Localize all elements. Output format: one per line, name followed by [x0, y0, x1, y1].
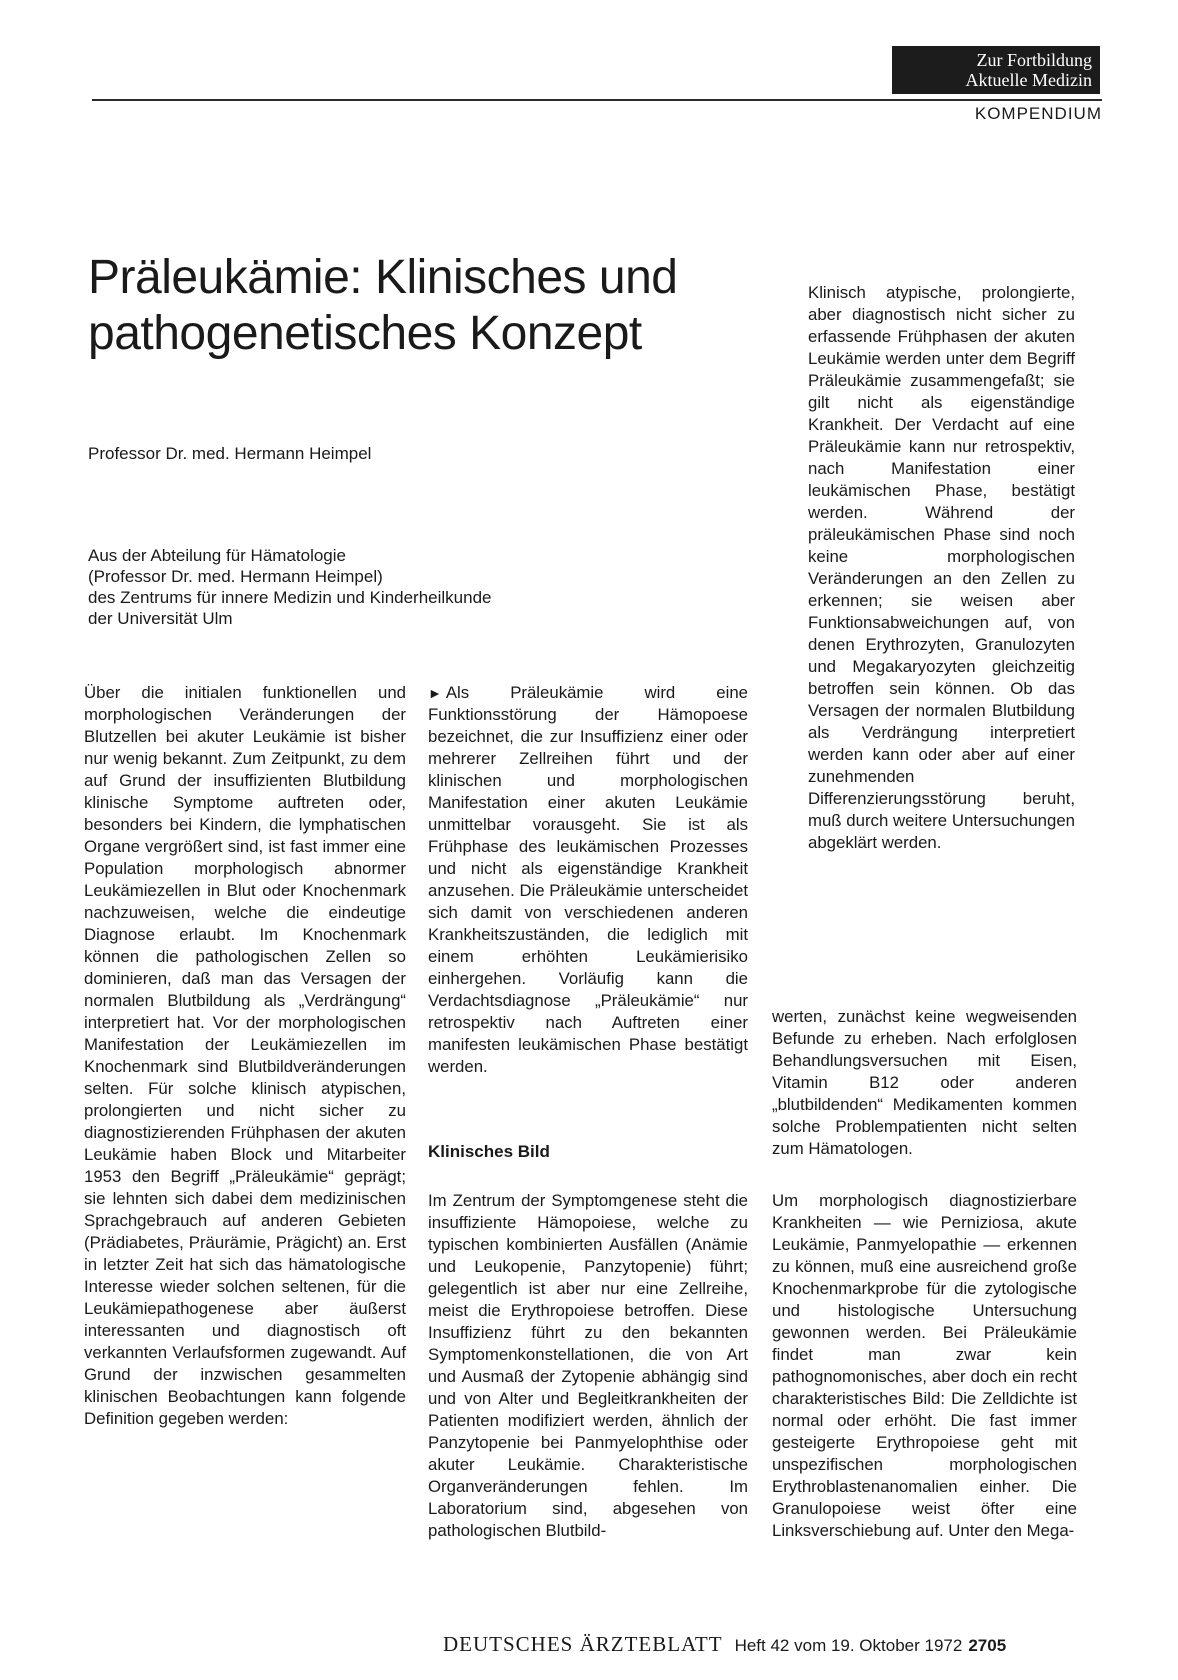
affiliation-block [88, 545, 492, 629]
intro-paragraph: Über die initialen funktionellen und morphologischen Veränderungen der Blutzellen bei akuter Leukämie ist bisher nur wenig bekannt. Zum Zeitpunkt, zu dem auf Grund der insuffizienten Blutbildung klinische Symptome auftreten oder, besonders bei Kindern, die lymphatischen Organe vergrößert sind, ist fast immer eine Population morphologisch abnormer Leukämiezellen in Blut oder Knochenmark nachzuweisen, welche die eindeutige Diagnose erlaubt. Im Knochenmark können die pathologischen Zellen so dominieren, daß man das Versagen der normalen Blutbildung als „Verdrängung“ interpretiert hat. Vor der morphologischen Manifestation der Leukämiezellen im Knochenmark sind Blutbildveränderungen selten. Für solche klinisch atypischen, prolongierten und nicht sicher zu diagnostizierenden Frühphasen der akuten Leukämie haben Block und Mitarbeiter 1953 den Begriff „Präleukämie“ geprägt; sie lehnten sich dabei dem medizinischen Sprachgebrauch auf anderen Gebieten (Prädiabetes, Präurämie, Prägicht) an. Erst in letzter Zeit hat sich das hämatologische Interesse wieder solchen seltenen, für die Leukämiepathogenese aber äußerst interessanten und diagnostisch oft verkannten Verlaufsformen zugewandt. Auf Grund der inzwischen gesammelten klinischen Beobachtungen kann folgende Definition gegeben werden: [84, 683, 406, 1428]
definition-paragraph [428, 682, 748, 1078]
section-heading: Klinisches Bild [428, 1142, 550, 1161]
clinical-column [428, 1190, 748, 1542]
issue-info: Heft 42 vom 19. Oktober 1972 [734, 1636, 963, 1655]
badge-line-1: Zur Fortbildung [976, 50, 1092, 70]
definition-text: Als Präleukämie wird eine Funktionsstörung der Hämopoese bezeichnet, die zur Insuffizienz einer oder mehrerer Zellreihen führt und der klinischen und morphologischen Manifestation einer akuten Leukämie unmittelbar vorausgeht. Sie ist als Frühphase des leukämischen Prozesses und nicht als eigenständige Krankheit anzusehen. Die Präleukämie unterscheidet sich damit von verschiedenen anderen Krankheitszuständen, die lediglich mit einem erhöhten Leukämierisiko einhergehen. Vorläufig kann die Verdachtsdiagnose „Präleukämie“ nur retrospektiv nach Auftreten einer manifesten leukämischen Phase bestätigt werden. [428, 683, 748, 1076]
summary-box [808, 282, 1075, 854]
page-footer [443, 1632, 1006, 1657]
journal-name: DEUTSCHES ÄRZTEBLATT [443, 1632, 723, 1656]
section-badge [892, 46, 1100, 94]
affiliation-line: der Universität Ulm [88, 609, 233, 628]
title-line-2: pathogenetisches Konzept [88, 307, 642, 360]
affiliation-line: Aus der Abteilung für Hämatologie [88, 546, 346, 565]
diagnosis-column [772, 1190, 1077, 1542]
author-line: Professor Dr. med. Hermann Heimpel [88, 444, 372, 463]
continuation-paragraph: werten, zunächst keine wegweisenden Befunde zu erheben. Nach erfolglosen Behandlungsversuchen mit Eisen, Vitamin B12 oder anderen „blutbildenden“ Medikamenten kommen solche Problempatienten nicht selten zum Hämatologen. [772, 1007, 1077, 1158]
continuation-column [772, 1006, 1077, 1160]
intro-column [84, 682, 406, 1430]
title-line-1: Präleukämie: Klinisches und [88, 251, 678, 304]
summary-paragraph: Klinisch atypische, prolongierte, aber diagnostisch nicht sicher zu erfassende Frühphasen der akuten Leukämie werden unter dem Begriff Präleukämie zusammengefaßt; sie gilt nicht als eigenständige Krankheit. Der Verdacht auf eine Präleukämie kann nur retrospektiv, nach Manifestation einer leukämischen Phase, bestätigt werden. Während der präleukämischen Phase sind noch keine morphologischen Veränderungen an den Zellen zu erkennen; sie weisen aber Funktionsabweichungen auf, von denen Erythrozyten, Granulozyten und Megakaryozyten gleichzeitig betroffen sein können. Ob das Versagen der normalen Blutbildung als Verdrängung interpretiert werden kann oder aber auf einer zunehmenden Differenzierungsstörung beruht, muß durch weitere Untersuchungen abgeklärt werden. [808, 283, 1075, 852]
article-title [88, 250, 728, 362]
header-rule [92, 99, 1102, 101]
badge-line-2: Aktuelle Medizin [965, 70, 1092, 90]
affiliation-line: des Zentrums für innere Medizin und Kinderheilkunde [88, 588, 492, 607]
section-label: KOMPENDIUM [974, 104, 1102, 123]
diagnosis-paragraph: Um morphologisch diagnostizierbare Krankheiten — wie Perniziosa, akute Leukämie, Panmyelopathie — erkennen zu können, muß eine ausreichend große Knochenmarkprobe für die zytologische und histologische Untersuchung gewonnen werden. Bei Präleukämie findet man zwar kein pathognomonisches, aber doch ein recht charakteristisches Bild: Die Zelldichte ist normal oder erhöht. Die fast immer gesteigerte Erythropoiese geht mit unspezifischen morphologischen Erythroblastenanomalien einher. Die Granulopoiese weist öfter eine Linksverschiebung auf. Unter den Mega- [772, 1191, 1077, 1540]
clinical-paragraph: Im Zentrum der Symptomgenese steht die insuffiziente Hämopoiese, welche zu typischen kombinierten Ausfällen (Anämie und Leukopenie, Panzytopenie) führt; gelegentlich ist aber nur eine Zellreihe, meist die Erythropoiese betroffen. Diese Insuffizienz führt zu den bekannten Symptomenkonstellationen, die von Art und Ausmaß der Zytopenie abhängig sind und von Alter und Begleitkrankheiten der Patienten modifiziert werden, ähnlich der Panzytopenie bei Panmyelophthise oder akuter Leukämie. Charakteristische Organveränderungen fehlen. Im Laboratorium sind, abgesehen von pathologischen Blutbild- [428, 1191, 748, 1540]
definition-column [428, 682, 748, 1078]
triangle-bullet-icon: ► [428, 685, 442, 701]
affiliation-line: (Professor Dr. med. Hermann Heimpel) [88, 567, 383, 586]
page-number: 2705 [968, 1636, 1007, 1655]
